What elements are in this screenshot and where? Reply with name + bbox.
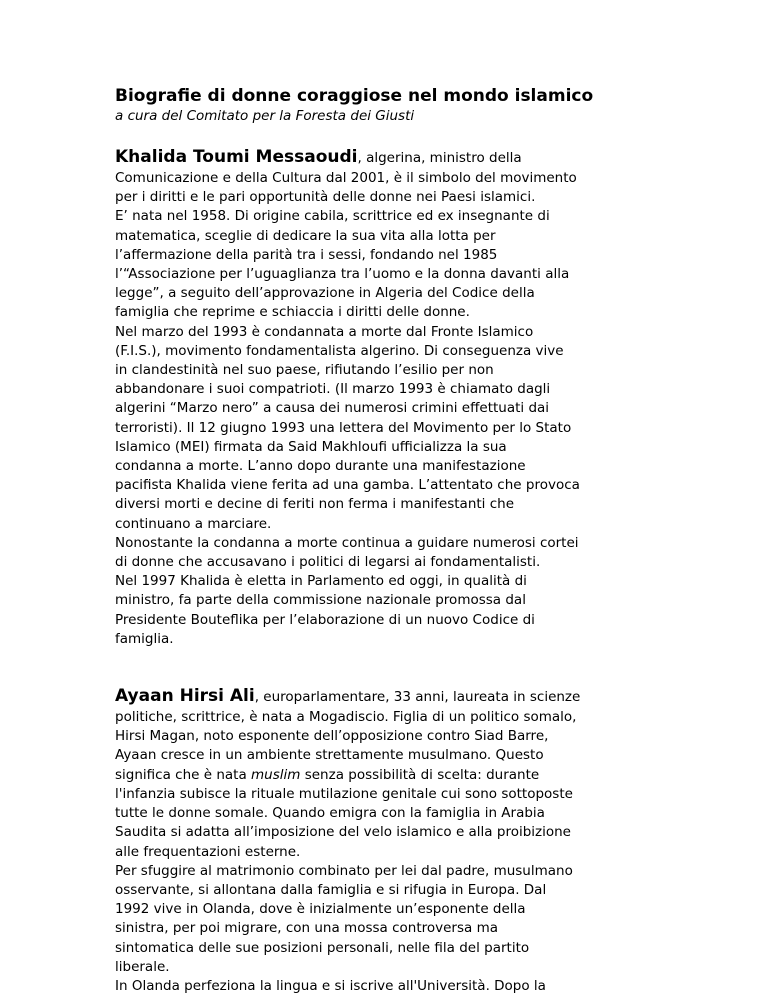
biography-line: tutte le donne somale. Quando emigra con la famiglia in Arabia bbox=[115, 805, 545, 822]
biography-text bbox=[115, 169, 670, 649]
biography-line: famiglia che reprime e schiaccia i diritti delle donne. bbox=[115, 304, 470, 321]
biography-line: continuano a marciare. bbox=[115, 515, 272, 532]
biography-line: Ayaan cresce in un ambiente strettamente musulmano. Questo bbox=[115, 747, 544, 764]
biography-intro-line bbox=[115, 146, 670, 169]
biography-text bbox=[115, 708, 670, 996]
biography-name: Khalida Toumi Messaoudi bbox=[115, 147, 358, 167]
biography-line: pacifista Khalida viene ferita ad una gamba. L’attentato che provoca bbox=[115, 477, 580, 494]
biography-line: alle frequentazioni esterne. bbox=[115, 843, 301, 860]
biography-line: osservante, si allontana dalla famiglia e si rifugia in Europa. Dal bbox=[115, 881, 547, 898]
biography-line: Nel 1997 Khalida è eletta in Parlamento ed oggi, in qualità di bbox=[115, 573, 527, 590]
biography-intro: , algerina, ministro della bbox=[357, 150, 522, 166]
biography-line: Comunicazione e della Cultura dal 2001, è il simbolo del movimento bbox=[115, 170, 577, 186]
biography-line: sinistra, per poi migrare, con una mossa controversa ma bbox=[115, 920, 499, 937]
biography-intro-line bbox=[115, 685, 670, 708]
document-title: Biografie di donne coraggiose nel mondo islamico bbox=[115, 86, 594, 106]
biography-line: Nonostante la condanna a morte continua a guidare numerosi cortei bbox=[115, 534, 579, 551]
biography-line: di donne che accusavano i politici di legarsi ai fondamentalisti. bbox=[115, 554, 541, 571]
biography-line: In Olanda perfeziona la lingua e si iscrive all'Università. Dopo la bbox=[115, 977, 546, 994]
biography-line: in clandestinità nel suo paese, rifiutando l’esilio per non bbox=[115, 362, 494, 379]
biography-line: Per sfuggire al matrimonio combinato per lei dal padre, musulmano bbox=[115, 862, 573, 879]
biography-line: 1992 vive in Olanda, dove è inizialmente un’esponente della bbox=[115, 901, 526, 918]
biography-khalida-toumi-messaoudi bbox=[115, 146, 670, 649]
biography-line: legge”, a seguito dell’approvazione in Algeria del Codice della bbox=[115, 285, 535, 302]
biography-ayaan-hirsi-ali bbox=[115, 685, 670, 996]
biography-line: terroristi). Il 12 giugno 1993 una lettera del Movimento per lo Stato bbox=[115, 419, 572, 436]
biography-name: Ayaan Hirsi Ali bbox=[115, 686, 255, 707]
biography-line: Saudita si adatta all’imposizione del velo islamico e alla proibizione bbox=[115, 824, 571, 841]
biography-line: E’ nata nel 1958. Di origine cabila, scrittrice ed ex insegnante di bbox=[115, 208, 550, 225]
biography-line: diversi morti e decine di feriti non ferma i manifestanti che bbox=[115, 496, 514, 513]
biography-line: Islamico (MEI) firmata da Said Makhloufi ufficializza la sua bbox=[115, 438, 507, 455]
biography-line: significa che è nata muslim senza possibilità di scelta: durante bbox=[115, 766, 540, 783]
biography-line: condanna a morte. L’anno dopo durante una manifestazione bbox=[115, 458, 526, 475]
document-page bbox=[115, 86, 670, 996]
biography-line: sintomatica delle sue posizioni personali, nelle fila del partito bbox=[115, 939, 530, 956]
italic-word: muslim bbox=[251, 766, 301, 783]
biography-line: ministro, fa parte della commissione nazionale promossa dal bbox=[115, 592, 526, 609]
biography-line: algerini “Marzo nero” a causa dei numerosi crimini effettuati dai bbox=[115, 400, 550, 417]
document-subtitle: a cura del Comitato per la Foresta dei Giusti bbox=[115, 108, 415, 124]
biography-line: Hirsi Magan, noto esponente dell’opposizione contro Siad Barre, bbox=[115, 728, 549, 745]
biography-intro: , europarlamentare, 33 anni, laureata in scienze bbox=[254, 689, 581, 706]
biography-line: matematica, sceglie di dedicare la sua vita alla lotta per bbox=[115, 227, 496, 244]
biography-line: l’affermazione della parità tra i sessi, fondando nel 1985 bbox=[115, 246, 498, 263]
biography-line: (F.I.S.), movimento fondamentalista algerino. Di conseguenza vive bbox=[115, 342, 564, 359]
biography-line: Presidente Bouteflika per l’elaborazione di un nuovo Codice di bbox=[115, 611, 535, 628]
biography-line: Nel marzo del 1993 è condannata a morte dal Fronte Islamico bbox=[115, 323, 534, 340]
biography-line: liberale. bbox=[115, 958, 170, 975]
biography-line: politiche, scrittrice, è nata a Mogadiscio. Figlia di un politico somalo, bbox=[115, 709, 577, 726]
biography-line: abbandonare i suoi compatrioti. (Il marzo 1993 è chiamato dagli bbox=[115, 381, 551, 398]
biography-line: famiglia. bbox=[115, 630, 174, 647]
biography-line: l’“Associazione per l’uguaglianza tra l’uomo e la donna davanti alla bbox=[115, 266, 570, 283]
biography-line: l'infanzia subisce la rituale mutilazione genitale cui sono sottoposte bbox=[115, 785, 573, 802]
biography-line: per i diritti e le pari opportunità delle donne nei Paesi islamici. bbox=[115, 189, 536, 206]
